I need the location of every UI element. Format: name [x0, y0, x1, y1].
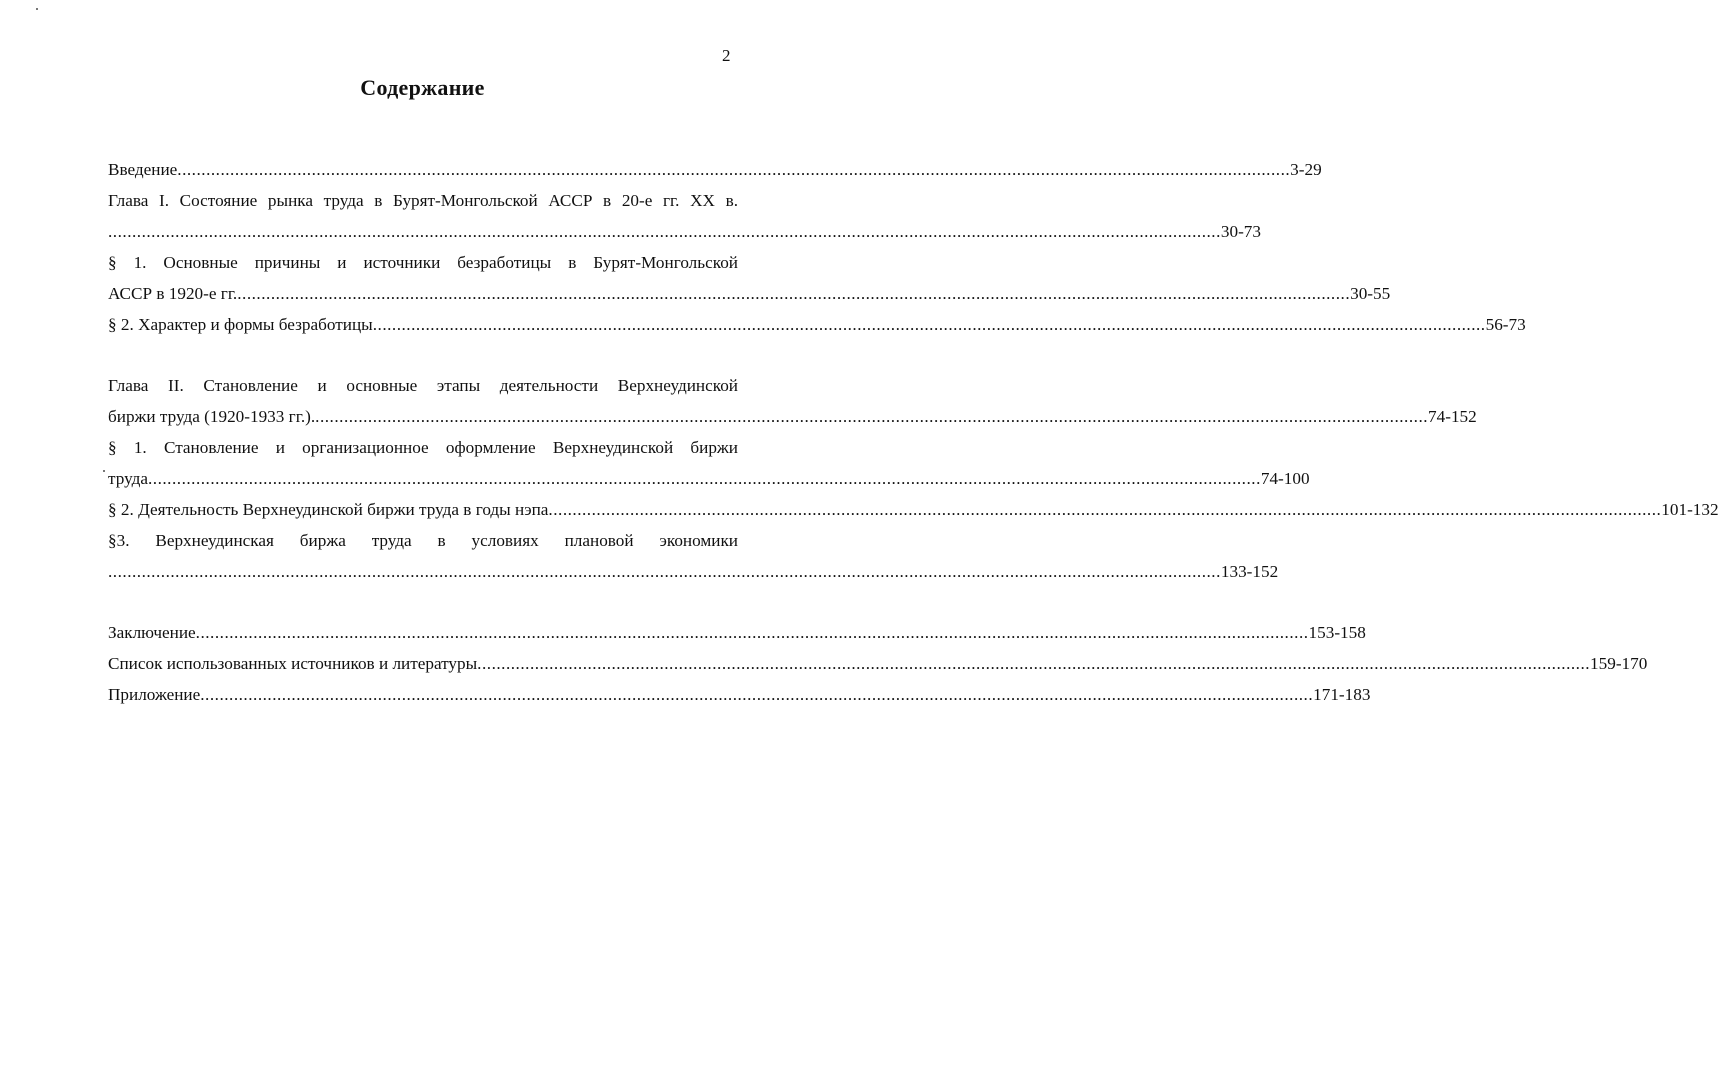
toc-entry-text: Введение	[108, 160, 178, 179]
spacer	[108, 587, 738, 617]
toc-chapter-heading: Глава II. Становление и основные этапы деятельности Верхнеудинской	[108, 376, 738, 395]
dot-leader	[177, 154, 1290, 185]
toc-entry-pages: 30-73	[1220, 222, 1261, 241]
dot-leader	[108, 556, 1221, 587]
toc-entry-sources	[108, 648, 1648, 679]
toc-entry-section	[108, 463, 1310, 494]
toc-entry-text: Приложение	[108, 685, 201, 704]
dot-leader	[200, 679, 1313, 710]
dot-leader	[148, 463, 1261, 494]
dot-leader	[108, 216, 1221, 247]
toc-section-heading: §3. Верхнеудинская биржа труда в условиях плановой экономики	[108, 531, 738, 550]
toc-entry-chapter2	[108, 401, 1477, 432]
toc-entry-pages: 56-73	[1485, 315, 1526, 334]
toc-entry-text: § 2. Характер и формы безработицы	[108, 315, 373, 334]
scan-speck	[36, 8, 38, 10]
toc-entry-pages: 30-55	[1350, 284, 1391, 303]
toc-entry-conclusion	[108, 617, 1366, 648]
toc-entry-section	[108, 556, 1279, 587]
dot-leader	[196, 617, 1309, 648]
toc-entry-pages: 133-152	[1220, 562, 1279, 581]
toc-entry-appendix	[108, 679, 1371, 710]
toc-section-heading: § 1. Становление и организационное оформление Верхнеудинской биржи	[108, 438, 738, 457]
toc-entry-pages: 153-158	[1308, 623, 1366, 642]
toc-entry-text: Список использованных источников и литературы	[108, 654, 478, 673]
toc-entry-pages: 74-152	[1428, 407, 1477, 426]
dot-leader	[373, 309, 1486, 340]
toc-entry-pages: 74-100	[1260, 469, 1310, 488]
scan-speck	[103, 470, 105, 472]
toc-entry-text: АССР в 1920-е гг.	[108, 284, 238, 303]
toc-entry-pages: 159-170	[1590, 654, 1648, 673]
toc-entry-section	[108, 494, 1719, 525]
toc-entry-text: труда	[108, 469, 148, 488]
toc-entry-pages: 171-183	[1313, 685, 1371, 704]
table-of-contents	[108, 154, 1719, 710]
toc-chapter-heading: Глава I. Состояние рынка труда в Бурят-Монгольской АССР в 20-е гг. XX в.	[108, 191, 738, 210]
toc-entry-text: § 2. Деятельность Верхнеудинской биржи труда в годы нэпа	[108, 500, 549, 519]
dot-leader	[237, 278, 1350, 309]
toc-entry-text: биржи труда (1920-1933 гг.).	[108, 407, 316, 426]
dot-leader	[477, 648, 1590, 679]
toc-entry-text: Заключение	[108, 623, 196, 642]
toc-section-heading: § 1. Основные причины и источники безработицы в Бурят-Монгольской	[108, 253, 738, 272]
dot-leader	[315, 401, 1428, 432]
toc-entry-pages: 101-132	[1661, 500, 1719, 519]
toc-entry-pages: 3-29	[1290, 160, 1322, 179]
toc-entry-intro	[108, 154, 1322, 185]
toc-entry-section	[108, 309, 1526, 340]
page-title: Содержание	[360, 75, 485, 100]
toc-entry-section	[108, 278, 1391, 309]
spacer	[108, 340, 738, 370]
dot-leader	[548, 494, 1661, 525]
toc-entry-chapter1	[108, 216, 1261, 247]
page-number: 2	[722, 46, 731, 65]
